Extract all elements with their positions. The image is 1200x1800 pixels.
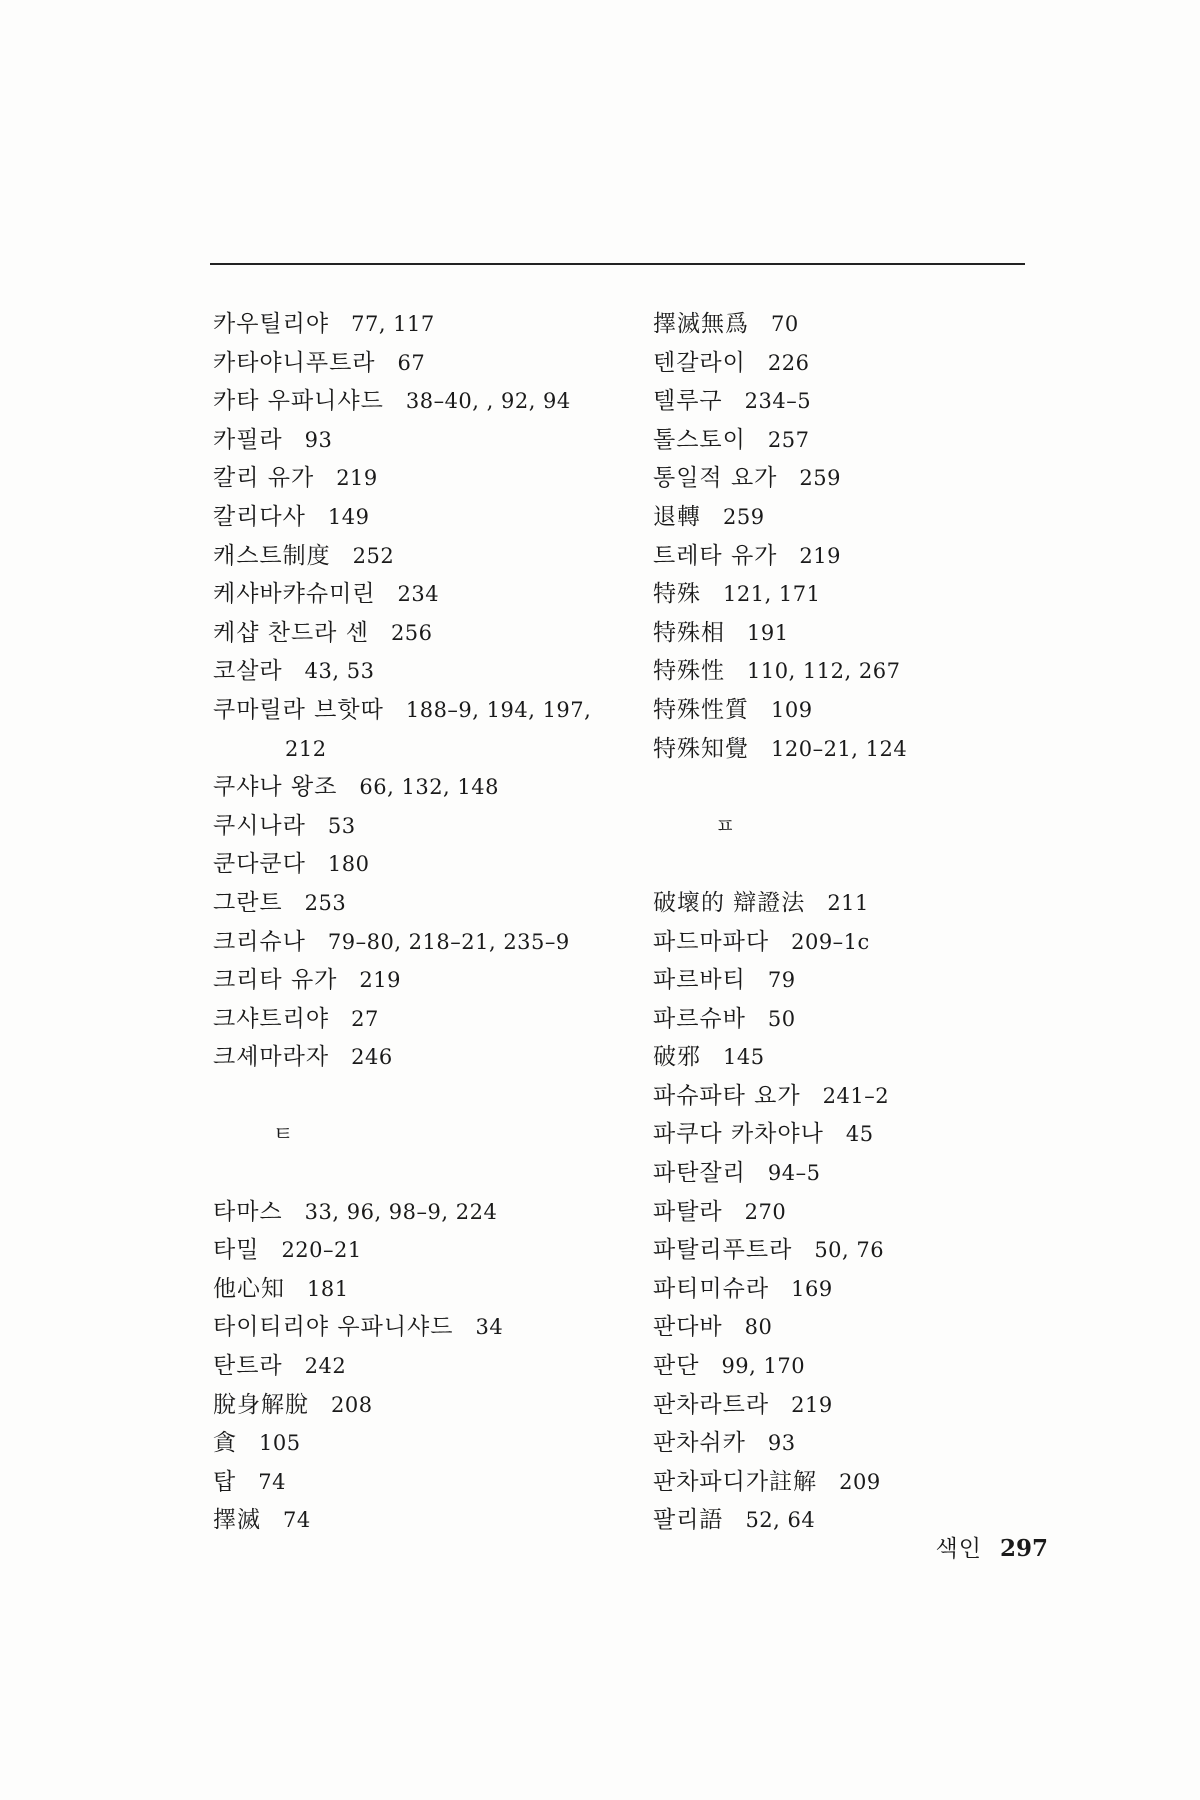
- entry-term: 貪: [213, 1430, 237, 1457]
- entry-term: 통일적 요가: [653, 465, 778, 492]
- entry-pages: 253: [304, 890, 347, 915]
- entry-term: 카타 우파니샤드: [213, 388, 384, 415]
- entry-pages: 109: [771, 697, 813, 722]
- index-entry: [213, 1463, 653, 1502]
- entry-term: 파슈파타 요가: [653, 1082, 801, 1109]
- entry-term: 파탈라: [653, 1198, 723, 1225]
- index-entry: [653, 344, 1043, 383]
- index-entry: [213, 923, 653, 962]
- index-entry: [213, 961, 653, 1000]
- entry-pages: 105: [259, 1431, 301, 1456]
- entry-pages: 110, 112, 267: [747, 659, 901, 684]
- index-entry: [653, 1193, 1043, 1232]
- entry-pages: 27: [351, 1006, 379, 1031]
- entry-term: 칼리다사: [213, 503, 306, 530]
- entry-pages: 180: [327, 852, 370, 877]
- entry-pages: 226: [767, 350, 810, 375]
- entry-term: 케샵 찬드라 센: [213, 619, 369, 646]
- entry-pages: 33, 96, 98–9, 224: [304, 1199, 498, 1224]
- entry-term: 탑: [213, 1468, 237, 1495]
- page-number: 297: [999, 1535, 1048, 1562]
- index-entry: [653, 1347, 1043, 1386]
- entry-term: 쿠샤나 왕조: [213, 774, 338, 801]
- index-column-right: [653, 305, 1043, 1540]
- index-entry: [653, 691, 1043, 730]
- index-entry: [653, 1463, 1043, 1502]
- entry-pages: 181: [307, 1276, 349, 1301]
- page-footer: [936, 1530, 1048, 1563]
- entry-term: 카우틸리야: [213, 311, 330, 337]
- entry-term: 파드마파다: [653, 928, 770, 955]
- entry-term: 탄트라: [213, 1353, 283, 1380]
- entry-pages: 191: [747, 620, 789, 645]
- entry-term: 판차쉬카: [653, 1430, 746, 1457]
- entry-term: 特殊性質: [653, 696, 749, 723]
- entry-pages: 79–80, 218–21, 235–9: [327, 929, 570, 954]
- entry-term: 特殊: [653, 581, 701, 608]
- index-entry: [213, 1231, 653, 1270]
- entry-term: 파르바티: [653, 967, 746, 994]
- index-entry: [213, 1347, 653, 1386]
- footer-label: 색인: [935, 1536, 982, 1562]
- index-entry: [653, 1308, 1043, 1347]
- entry-term: 판다바: [653, 1314, 723, 1341]
- entry-pages: 257: [767, 427, 810, 452]
- entry-pages: 67: [397, 350, 426, 375]
- entry-term: 타마스: [213, 1198, 283, 1225]
- entry-term: 팔리語: [653, 1507, 724, 1534]
- spacer: [653, 845, 1043, 884]
- entry-pages: 145: [723, 1045, 765, 1070]
- index-entry: [213, 421, 653, 460]
- index-entry: [213, 1308, 653, 1347]
- entry-pages: 242: [304, 1354, 347, 1379]
- index-entry: [653, 730, 1043, 769]
- index-entry: [213, 1501, 653, 1540]
- index-entry: [653, 1077, 1043, 1116]
- index-entry: [653, 537, 1043, 576]
- index-entry: [213, 884, 653, 923]
- entry-pages: 79: [767, 968, 796, 993]
- entry-term: 파티미슈라: [653, 1275, 770, 1302]
- index-entry: [213, 537, 653, 576]
- entry-term: 破壞的 辯證法: [653, 889, 806, 916]
- entry-pages: 120–21, 124: [771, 736, 908, 761]
- index-entry: [213, 1270, 653, 1309]
- entry-term: 破邪: [653, 1044, 701, 1071]
- entry-pages: 74: [283, 1508, 311, 1533]
- index-entry: [213, 382, 653, 421]
- entry-pages: 94–5: [767, 1161, 821, 1186]
- entry-pages: 34: [475, 1315, 504, 1340]
- entry-pages: 93: [767, 1431, 796, 1456]
- entry-term: 타이티리야 우파니샤드: [213, 1314, 454, 1341]
- index-entry: [213, 652, 653, 691]
- entry-term: 特殊相: [653, 619, 725, 646]
- entry-pages: 256: [390, 620, 433, 645]
- entry-pages: 252: [352, 543, 395, 568]
- entry-term: 크샤트리야: [213, 1005, 330, 1032]
- index-entry: [653, 884, 1043, 923]
- entry-term: 톨스토이: [653, 426, 746, 453]
- entry-term: 파탈리푸트라: [653, 1237, 793, 1264]
- index-entry: [653, 652, 1043, 691]
- entry-pages: 66, 132, 148: [359, 775, 499, 800]
- index-entry: [653, 459, 1043, 498]
- entry-pages: 45: [845, 1122, 874, 1147]
- entry-pages: 208: [331, 1392, 373, 1417]
- entry-term: 카타야니푸트라: [213, 349, 376, 376]
- entry-pages: 53: [327, 813, 356, 838]
- index-entry: [653, 1038, 1043, 1077]
- entry-pages: 219: [791, 1392, 833, 1417]
- entry-pages: 169: [791, 1276, 833, 1301]
- entry-pages: 234–5: [744, 389, 812, 414]
- entry-term: 판단: [653, 1353, 700, 1380]
- index-entry: [213, 1424, 653, 1463]
- entry-pages: 99, 170: [721, 1354, 806, 1379]
- entry-term: 退轉: [653, 503, 701, 530]
- entry-term: 파쿠다 카차야나: [653, 1121, 824, 1148]
- entry-term: 파탄잘리: [653, 1160, 746, 1187]
- entry-pages: 219: [336, 466, 378, 491]
- entry-term: 트레타 유가: [653, 542, 778, 569]
- entry-pages: 270: [744, 1199, 787, 1224]
- entry-pages: 209: [839, 1469, 881, 1494]
- index-entry: [653, 382, 1043, 421]
- index-entry: [213, 614, 653, 653]
- entry-term: 擇滅: [213, 1507, 261, 1534]
- index-entry: [653, 1386, 1043, 1425]
- entry-pages: 212: [285, 736, 327, 761]
- entry-term: 크리슈나: [213, 928, 306, 955]
- entry-pages: 246: [351, 1045, 393, 1070]
- entry-pages: 259: [799, 466, 841, 491]
- entry-pages: 241–2: [822, 1083, 890, 1108]
- entry-term: 판차라트라: [653, 1391, 770, 1418]
- index-entry: [653, 1000, 1043, 1039]
- entry-term: 캐스트制度: [213, 542, 331, 569]
- section-heading: ㅌ: [273, 1122, 294, 1147]
- index-entry: [213, 1386, 653, 1425]
- entry-pages: 149: [327, 504, 370, 529]
- entry-pages: 188–9, 194, 197,: [405, 697, 592, 722]
- section-heading: ㅍ: [715, 813, 736, 838]
- entry-term: 텔루구: [653, 388, 723, 415]
- index-column-left: [213, 305, 653, 1540]
- entry-pages: 211: [827, 890, 869, 915]
- entry-term: 칼리 유가: [213, 465, 315, 492]
- index-entry: [653, 1231, 1043, 1270]
- entry-term: 텐갈라이: [653, 349, 746, 376]
- entry-pages: 219: [359, 968, 401, 993]
- entry-term: 特殊知覺: [653, 735, 749, 762]
- entry-pages: 209–1c: [791, 929, 870, 954]
- entry-term: 他心知: [213, 1275, 285, 1302]
- index-entry: [213, 344, 653, 383]
- entry-pages: 50, 76: [814, 1238, 885, 1263]
- entry-pages: 220–21: [281, 1238, 362, 1263]
- index-entry: [653, 575, 1043, 614]
- index-entry: [213, 1193, 653, 1232]
- index-entry-continuation: [213, 730, 653, 769]
- entry-term: 크리타 유가: [213, 967, 338, 994]
- entry-term: 코살라: [213, 658, 283, 685]
- entry-term: 파르슈바: [653, 1005, 746, 1032]
- entry-pages: 121, 171: [723, 582, 821, 607]
- index-entry: [213, 498, 653, 537]
- index-entry: [653, 421, 1043, 460]
- index-entry: [653, 1115, 1043, 1154]
- index-entry: [653, 498, 1043, 537]
- spacer: [213, 1154, 653, 1193]
- entry-term: 特殊性: [653, 658, 725, 685]
- entry-pages: 50: [767, 1006, 796, 1031]
- entry-pages: 93: [304, 427, 333, 452]
- entry-term: 쿤다쿤다: [213, 851, 306, 878]
- entry-pages: 77, 117: [351, 312, 435, 336]
- index-entry: [653, 614, 1043, 653]
- index-entry: [653, 923, 1043, 962]
- entry-term: 타밀: [213, 1237, 260, 1264]
- entry-term: 그란트: [213, 889, 283, 916]
- entry-term: 판차파디가註解: [653, 1468, 818, 1495]
- spacer: [213, 1077, 653, 1116]
- index-entry: [213, 459, 653, 498]
- index-entry: [653, 1270, 1043, 1309]
- index-entry: [213, 768, 653, 807]
- index-entry: [213, 807, 653, 846]
- index-entry: [213, 691, 653, 730]
- index-entry: [213, 1038, 653, 1077]
- entry-pages: 70: [771, 312, 799, 336]
- index-entry: [653, 1154, 1043, 1193]
- entry-pages: 234: [397, 582, 440, 607]
- index-entry: [653, 1424, 1043, 1463]
- index-entry: [213, 305, 653, 344]
- entry-pages: 80: [744, 1315, 773, 1340]
- index-entry: [213, 845, 653, 884]
- entry-pages: 74: [258, 1469, 286, 1494]
- entry-term: 크셰마라자: [213, 1044, 330, 1071]
- entry-pages: 52, 64: [745, 1508, 816, 1533]
- entry-pages: 38–40, , 92, 94: [405, 389, 571, 414]
- entry-term: 케샤바캬슈미린: [213, 581, 376, 608]
- entry-term: 擇滅無爲: [653, 311, 749, 337]
- index-entry: [653, 305, 1043, 344]
- top-rule: [210, 263, 1025, 265]
- index-entry: [213, 575, 653, 614]
- entry-pages: 43, 53: [304, 659, 375, 684]
- index-entry: [213, 1000, 653, 1039]
- entry-pages: 219: [799, 543, 841, 568]
- entry-term: 쿠시나라: [213, 812, 306, 839]
- entry-term: 쿠마릴라 브핫따: [213, 696, 384, 723]
- entry-pages: 259: [723, 504, 765, 529]
- spacer: [653, 768, 1043, 807]
- index-entry: [653, 961, 1043, 1000]
- entry-term: 脫身解脫: [213, 1391, 309, 1418]
- entry-term: 카필라: [213, 426, 283, 453]
